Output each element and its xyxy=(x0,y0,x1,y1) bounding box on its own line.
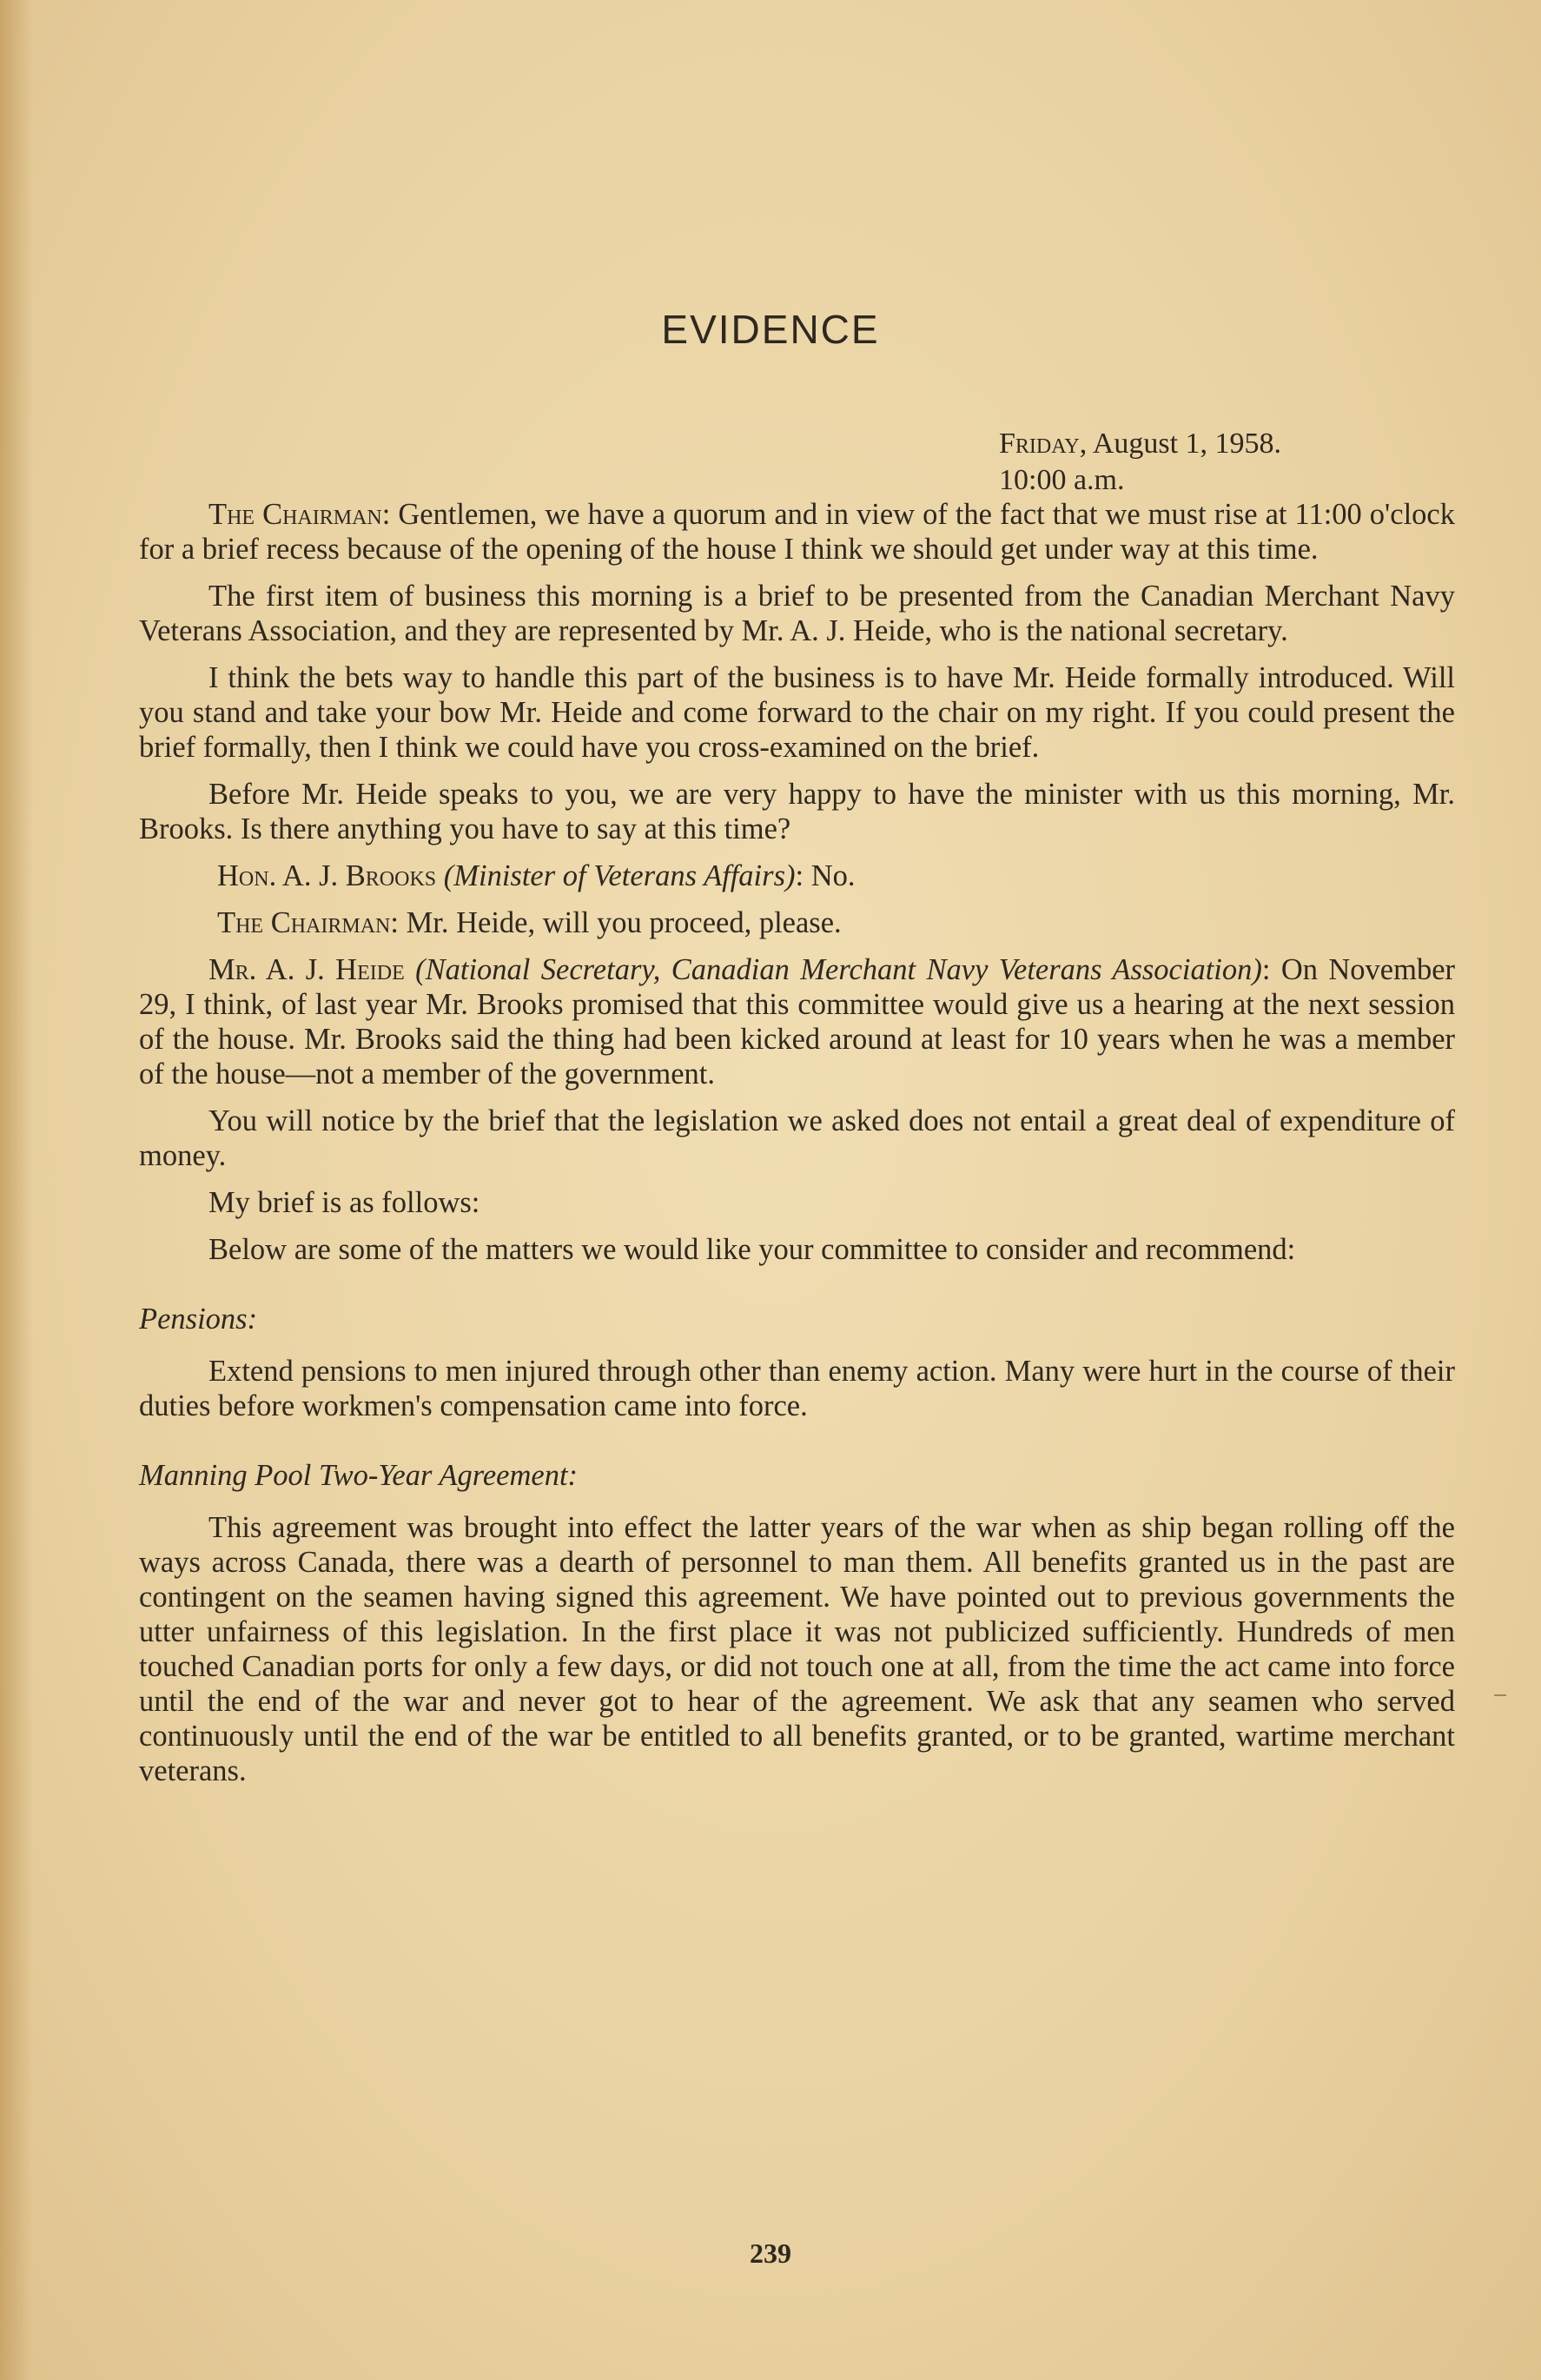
paragraph xyxy=(139,952,1455,1091)
paragraph-text: Mr. Heide, will you proceed, please. xyxy=(398,906,842,939)
paragraph: My brief is as follows: xyxy=(208,1186,480,1219)
paragraph-text: : No. xyxy=(795,859,856,892)
speaker-name: Mr. A. J. Heide xyxy=(208,953,405,986)
dateline-day-date xyxy=(999,426,1281,462)
dateline-time: 10:00 a.m. xyxy=(999,464,1125,496)
section-title: Pensions: xyxy=(139,1303,258,1336)
dateline-date: August 1, 1958. xyxy=(1092,428,1282,460)
paragraph: Before Mr. Heide speaks to you, we are very happy to have the minister with us this morning, Mr. Brooks. Is there anything you have to say at this time? xyxy=(139,778,1455,845)
section-title: Manning Pool Two-Year Agreement: xyxy=(139,1459,579,1492)
paragraph-text: Gentlemen, we have a quorum and in view of the fact that we must rise at 11:00 o'clock for a brief recess because of the opening of the house I think we should get under way at this time. xyxy=(139,498,1455,566)
page-number: 239 xyxy=(750,2237,791,2269)
page-edge-shading xyxy=(0,0,33,2380)
paragraph: The first item of business this morning is a brief to be presented from the Canadian Merchant Navy Veterans Association, and they are represented by Mr. A. J. Heide, who is the national secretary. xyxy=(139,580,1455,647)
paragraph xyxy=(139,497,1455,567)
paragraph xyxy=(139,859,1455,893)
speaker-name: Hon. A. J. Brooks xyxy=(217,859,437,892)
speaker-name: The Chairman: xyxy=(208,498,391,531)
paragraph xyxy=(139,905,1455,940)
speaker-role: (Minister of Veterans Affairs) xyxy=(443,859,796,892)
section-paragraph: Extend pensions to men injured through other than enemy action. Many were hurt in the course of their duties before workmen's compensation came into force. xyxy=(139,1355,1455,1422)
paragraph-text: : On November 29, I think, of last year Mr. Brooks promised that this committee would give us a hearing at the next session of the house. Mr. Brooks said the thing had been kicked around at least for 10 years when he was a member of the house—not a member of the government. xyxy=(139,953,1456,1091)
dateline xyxy=(999,426,1281,499)
dateline-day: Friday, xyxy=(999,428,1088,460)
section-paragraph: This agreement was brought into effect the latter years of the war when as ship began rolling off the ways across Canada, there was a dearth of personnel to man them. All benefits granted us in the past are contingent on the seamen having signed this agreement. We have pointed out to previous governments the utter unfairness of this legislation. In the first place it was not publicized sufficiently. Hundreds of men touched Canadian ports for only a few days, or did not touch one at all, from the time the act came into force until the end of the war and never got to hear of the agreement. We ask that any seamen who served continuously until the end of the war be entitled to all benefits granted, or to be granted, wartime merchant veterans. xyxy=(139,1511,1455,1787)
paragraph: I think the bets way to handle this part of the business is to have Mr. Heide formally introduced. Will you stand and take your bow Mr. Heide and come forward to the chair on my right. If you could present the brief formally, then I think we could have you cross-examined on the brief. xyxy=(139,661,1455,764)
paragraph: Below are some of the matters we would like your committee to consider and recommend: xyxy=(208,1233,1296,1266)
page-heading: EVIDENCE xyxy=(661,307,880,352)
speaker-role: (National Secretary, Canadian Merchant Navy Veterans Association) xyxy=(415,953,1262,986)
margin-mark xyxy=(1494,1694,1506,1696)
paragraph: You will notice by the brief that the legislation we asked does not entail a great deal of expenditure of money. xyxy=(139,1104,1455,1172)
transcript-body xyxy=(139,497,1455,1800)
speaker-name: The Chairman: xyxy=(217,906,399,939)
